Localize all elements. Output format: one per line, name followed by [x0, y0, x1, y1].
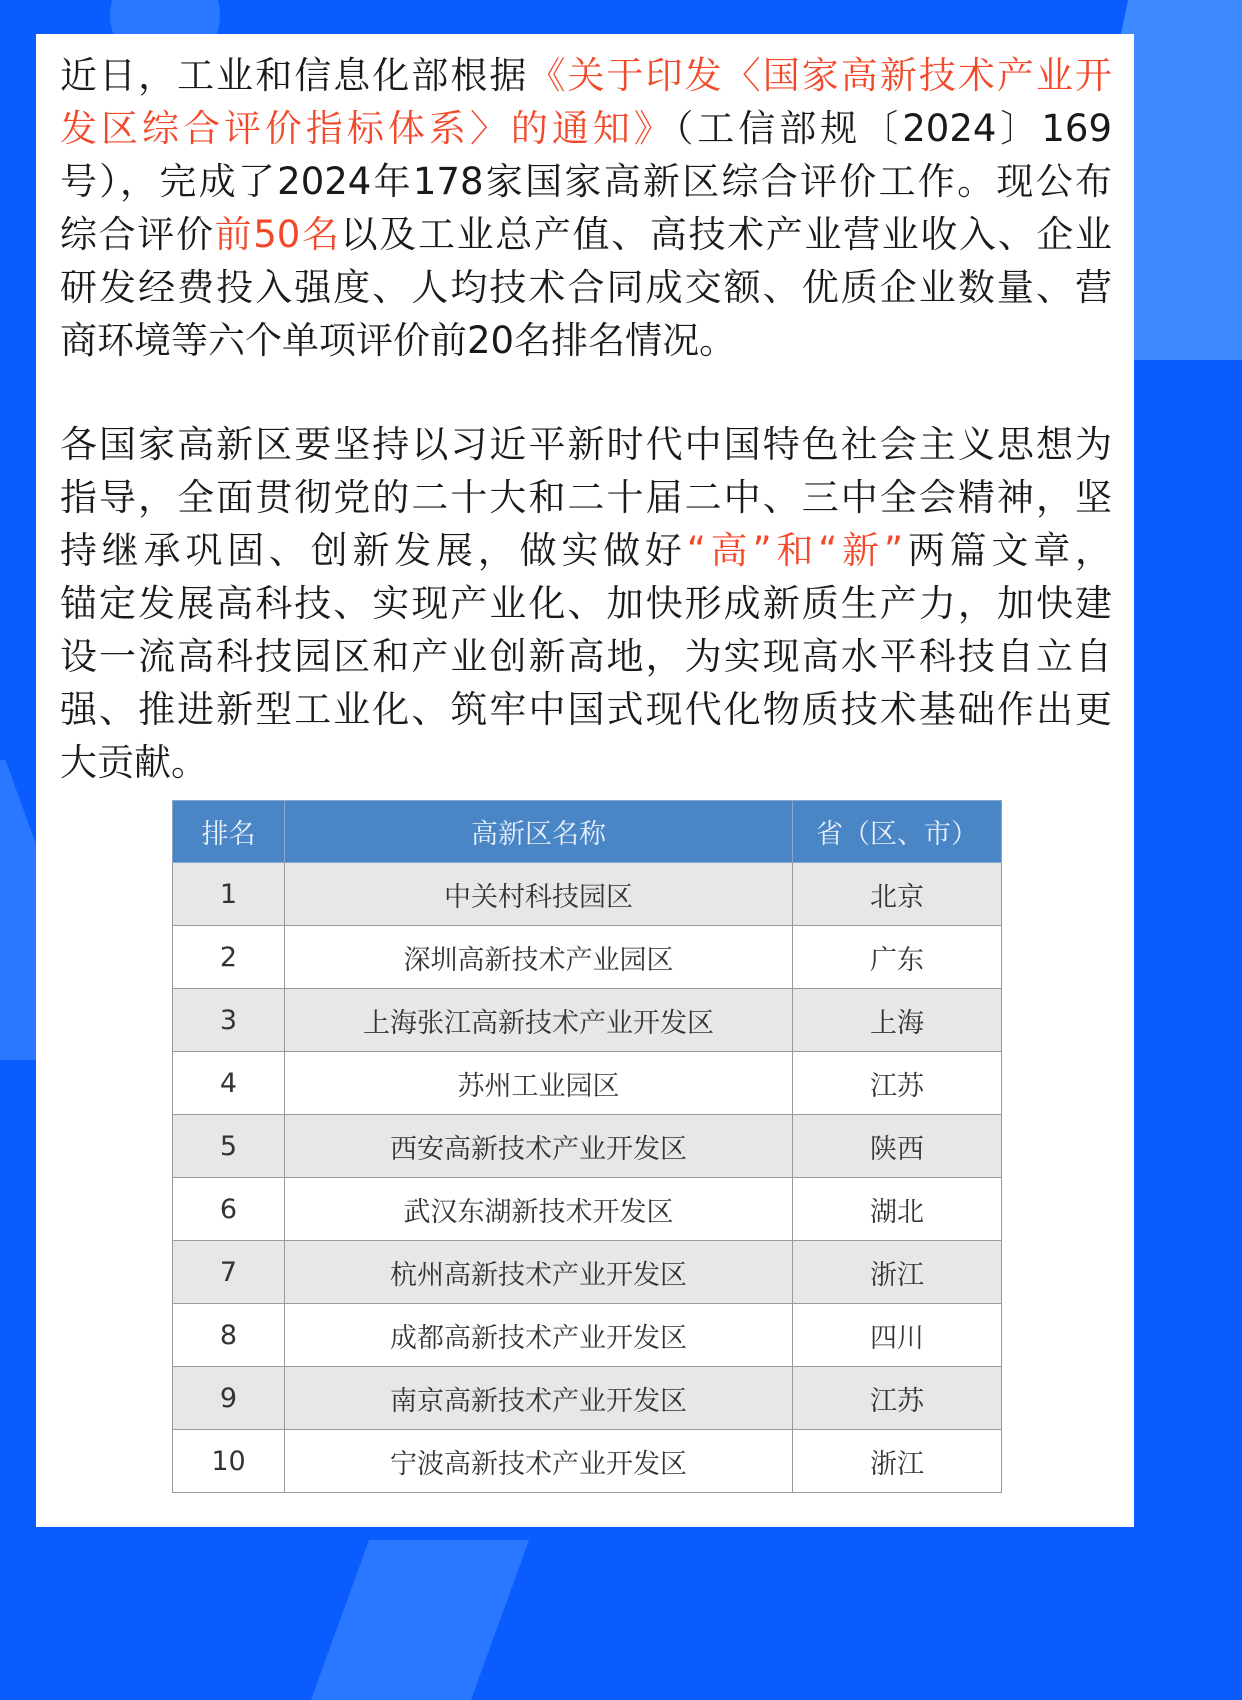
rank-cell: 7 [173, 1241, 285, 1304]
province-cell: 江苏 [793, 1052, 1002, 1115]
table-row [173, 1367, 1002, 1430]
zone-name-cell: 上海张江高新技术产业开发区 [285, 989, 793, 1052]
body-text: 持继承巩固、创新发展，做实做好 [60, 529, 687, 572]
text-line [60, 155, 1112, 208]
rank-cell: 4 [173, 1052, 285, 1115]
header-zone-name: 高新区名称 [285, 801, 793, 863]
ranking-table [172, 800, 1002, 1493]
body-text: 两篇文章， [903, 529, 1112, 572]
body-text: 号），完成了2024年178家国家高新区综合评价工作。现公布 [60, 160, 1112, 203]
body-text: 设一流高科技园区和产业创新高地，为实现高水平科技自立自 [60, 635, 1112, 678]
text-line [60, 736, 1112, 789]
body-text: 锚定发展高科技、实现产业化、加快形成新质生产力，加快建 [60, 582, 1112, 625]
body-text: 大贡献。 [60, 741, 208, 784]
table-row [173, 1430, 1002, 1493]
province-cell: 四川 [793, 1304, 1002, 1367]
body-text: 各国家高新区要坚持以习近平新时代中国特色社会主义思想为 [60, 423, 1112, 466]
text-line [60, 418, 1112, 471]
rank-cell: 1 [173, 863, 285, 926]
zone-name-cell: 中关村科技园区 [285, 863, 793, 926]
highlighted-text: 前50名 [214, 213, 341, 256]
zone-name-cell: 成都高新技术产业开发区 [285, 1304, 793, 1367]
text-line [60, 102, 1112, 155]
rank-cell: 8 [173, 1304, 285, 1367]
body-text: 近日，工业和信息化部根据 [60, 54, 529, 97]
table-row [173, 1304, 1002, 1367]
zone-name-cell: 杭州高新技术产业开发区 [285, 1241, 793, 1304]
rank-cell: 5 [173, 1115, 285, 1178]
body-text: 以及工业总产值、高技术产业营业收入、企业 [340, 213, 1113, 256]
zone-name-cell: 武汉东湖新技术开发区 [285, 1178, 793, 1241]
rank-cell: 3 [173, 989, 285, 1052]
province-cell: 北京 [793, 863, 1002, 926]
body-text: （工信部规〔2024〕169 [674, 107, 1112, 150]
zone-name-cell: 南京高新技术产业开发区 [285, 1367, 793, 1430]
highlighted-text: 《关于印发〈国家高新技术产业开 [528, 54, 1113, 97]
text-line [60, 314, 1112, 367]
text-line [60, 630, 1112, 683]
rank-cell: 9 [173, 1367, 285, 1430]
table-row [173, 1178, 1002, 1241]
text-line [60, 471, 1112, 524]
rank-cell: 10 [173, 1430, 285, 1493]
highlighted-text: 发区综合评价指标体系〉的通知》 [60, 107, 675, 150]
text-line [60, 49, 1112, 102]
zone-name-cell: 苏州工业园区 [285, 1052, 793, 1115]
table-header-row [173, 801, 1002, 863]
body-text: 商环境等六个单项评价前20名排名情况。 [60, 319, 737, 362]
text-line [60, 261, 1112, 314]
body-text: 指导，全面贯彻党的二十大和二十届二中、三中全会精神，坚 [60, 476, 1112, 519]
body-text: 研发经费投入强度、人均技术合同成交额、优质企业数量、营 [60, 266, 1112, 309]
zone-name-cell: 西安高新技术产业开发区 [285, 1115, 793, 1178]
province-cell: 浙江 [793, 1241, 1002, 1304]
province-cell: 广东 [793, 926, 1002, 989]
text-line [60, 208, 1112, 261]
province-cell: 浙江 [793, 1430, 1002, 1493]
table-row [173, 989, 1002, 1052]
decorative-stripe [311, 1540, 529, 1700]
text-line [60, 524, 1112, 577]
province-cell: 上海 [793, 989, 1002, 1052]
text-line [60, 683, 1112, 736]
body-text: 强、推进新型工业化、筑牢中国式现代化物质技术基础作出更 [60, 688, 1112, 731]
zone-name-cell: 宁波高新技术产业开发区 [285, 1430, 793, 1493]
table-row [173, 1115, 1002, 1178]
paragraph-announcement [60, 49, 1112, 367]
province-cell: 湖北 [793, 1178, 1002, 1241]
rank-cell: 6 [173, 1178, 285, 1241]
rank-cell: 2 [173, 926, 285, 989]
body-text: 综合评价 [60, 213, 215, 256]
table-row [173, 1052, 1002, 1115]
text-line [60, 577, 1112, 630]
header-province: 省（区、市） [793, 801, 1002, 863]
paragraph-guidance [60, 418, 1112, 789]
table-row [173, 863, 1002, 926]
table-row [173, 926, 1002, 989]
zone-name-cell: 深圳高新技术产业园区 [285, 926, 793, 989]
content-card [36, 34, 1134, 1527]
province-cell: 江苏 [793, 1367, 1002, 1430]
header-rank: 排名 [173, 801, 285, 863]
province-cell: 陕西 [793, 1115, 1002, 1178]
highlighted-text: “高”和“新” [686, 529, 904, 572]
table-row [173, 1241, 1002, 1304]
